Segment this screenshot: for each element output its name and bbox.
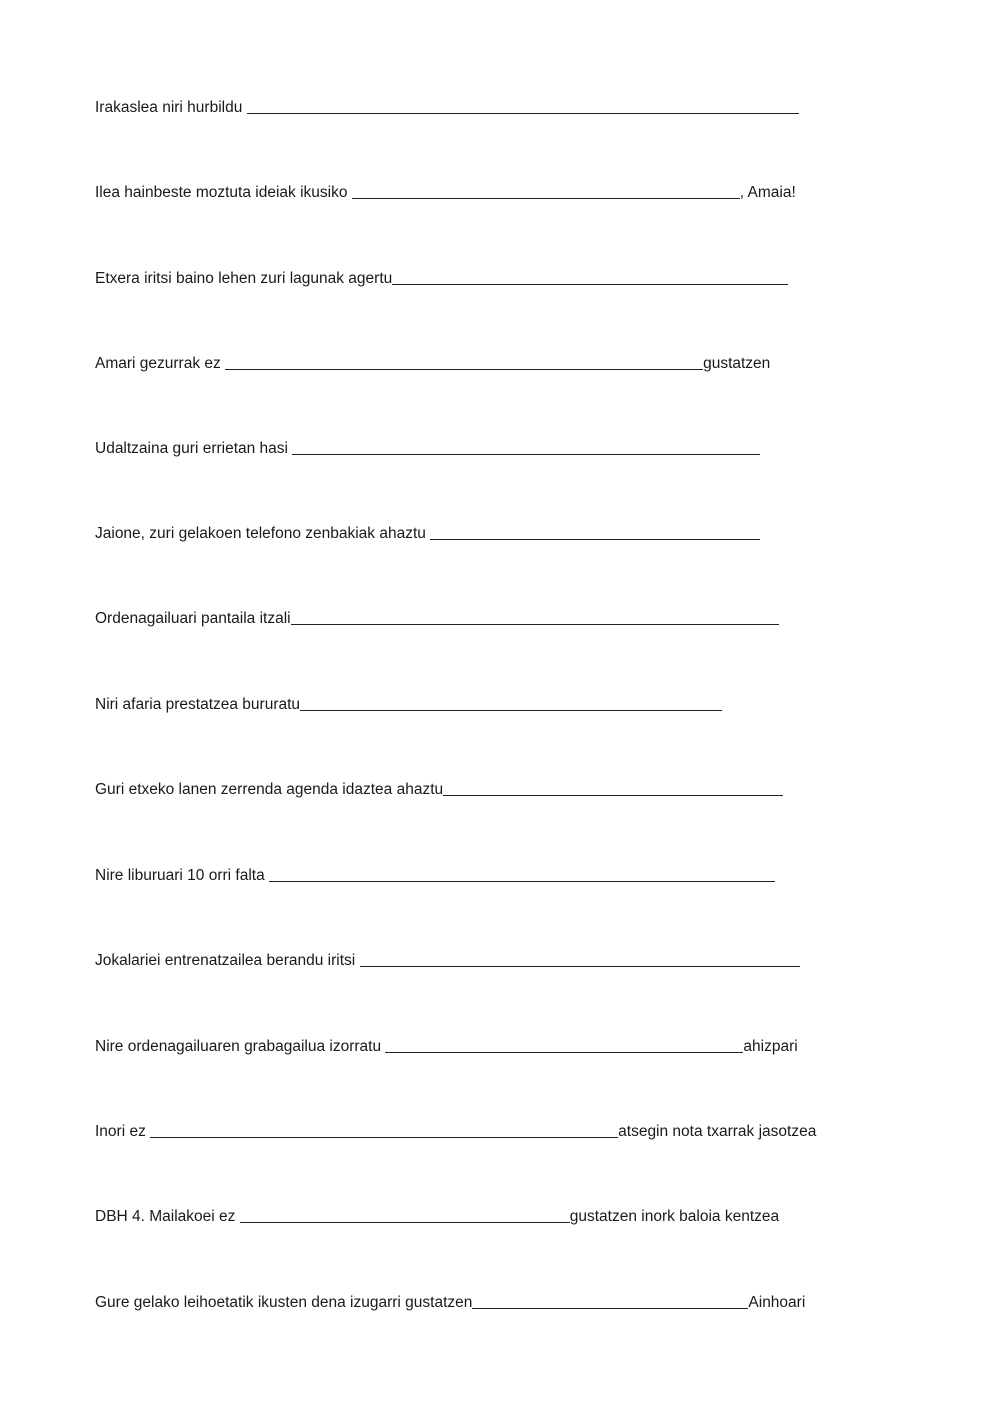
answer-blank[interactable] [392, 283, 788, 285]
answer-blank[interactable] [352, 197, 740, 199]
answer-blank[interactable] [150, 1136, 618, 1138]
answer-blank[interactable] [240, 1221, 570, 1223]
sentence-15 [95, 1288, 805, 1312]
answer-blank[interactable] [430, 538, 760, 540]
sentence-11 [95, 946, 800, 970]
sentence-text: Gure gelako leihoetatik ikusten dena izugarri gustatzen [95, 1294, 473, 1311]
sentence-7 [95, 604, 779, 628]
sentence-2 [95, 178, 796, 202]
sentence-13 [95, 1117, 816, 1141]
sentence-text-after: Ainhoari [748, 1294, 806, 1311]
sentence-text-after: atsegin nota txarrak jasotzea [618, 1123, 817, 1140]
sentence-14 [95, 1202, 779, 1226]
sentence-text-after: , Amaia! [739, 184, 796, 201]
sentence-text: Nire liburuari 10 orri falta [95, 867, 270, 884]
answer-blank[interactable] [292, 453, 760, 455]
sentence-text: Irakaslea niri hurbildu [95, 99, 247, 116]
sentence-5 [95, 434, 760, 458]
sentence-text: Inori ez [95, 1123, 151, 1140]
sentence-text-after: ahizpari [743, 1038, 798, 1055]
sentence-1 [95, 93, 799, 117]
sentence-10 [95, 861, 775, 885]
sentence-text: Etxera iritsi baino lehen zuri lagunak agertu [95, 270, 393, 287]
answer-blank[interactable] [360, 965, 800, 967]
sentence-text-after: gustatzen [703, 355, 771, 372]
sentence-12 [95, 1032, 798, 1056]
answer-blank[interactable] [225, 368, 703, 370]
answer-blank[interactable] [385, 1051, 743, 1053]
answer-blank[interactable] [472, 1307, 748, 1309]
sentence-text: Jaione, zuri gelakoen telefono zenbakiak ahaztu [95, 525, 431, 542]
answer-blank[interactable] [300, 709, 722, 711]
sentence-text: Ordenagailuari pantaila itzali [95, 610, 291, 627]
sentence-9 [95, 775, 783, 799]
answer-blank[interactable] [247, 112, 799, 114]
sentence-text: Jokalariei entrenatzailea berandu iritsi [95, 952, 360, 969]
sentence-4 [95, 349, 770, 373]
sentence-text: Ilea hainbeste moztuta ideiak ikusiko [95, 184, 352, 201]
sentence-text-after: gustatzen inork baloia kentzea [569, 1208, 780, 1225]
answer-blank[interactable] [291, 623, 779, 625]
answer-blank[interactable] [269, 880, 775, 882]
sentence-text: DBH 4. Mailakoei ez [95, 1208, 240, 1225]
sentence-text: Amari gezurrak ez [95, 355, 226, 372]
sentence-text: Niri afaria prestatzea bururatu [95, 696, 301, 713]
answer-blank[interactable] [443, 794, 783, 796]
sentence-text: Guri etxeko lanen zerrenda agenda idaztea ahaztu [95, 781, 444, 798]
sentence-6 [95, 519, 760, 543]
sentence-text: Nire ordenagailuaren grabagailua izorratu [95, 1038, 386, 1055]
sentence-8 [95, 690, 722, 714]
sentence-3 [95, 264, 788, 288]
sentence-text: Udaltzaina guri errietan hasi [95, 440, 293, 457]
